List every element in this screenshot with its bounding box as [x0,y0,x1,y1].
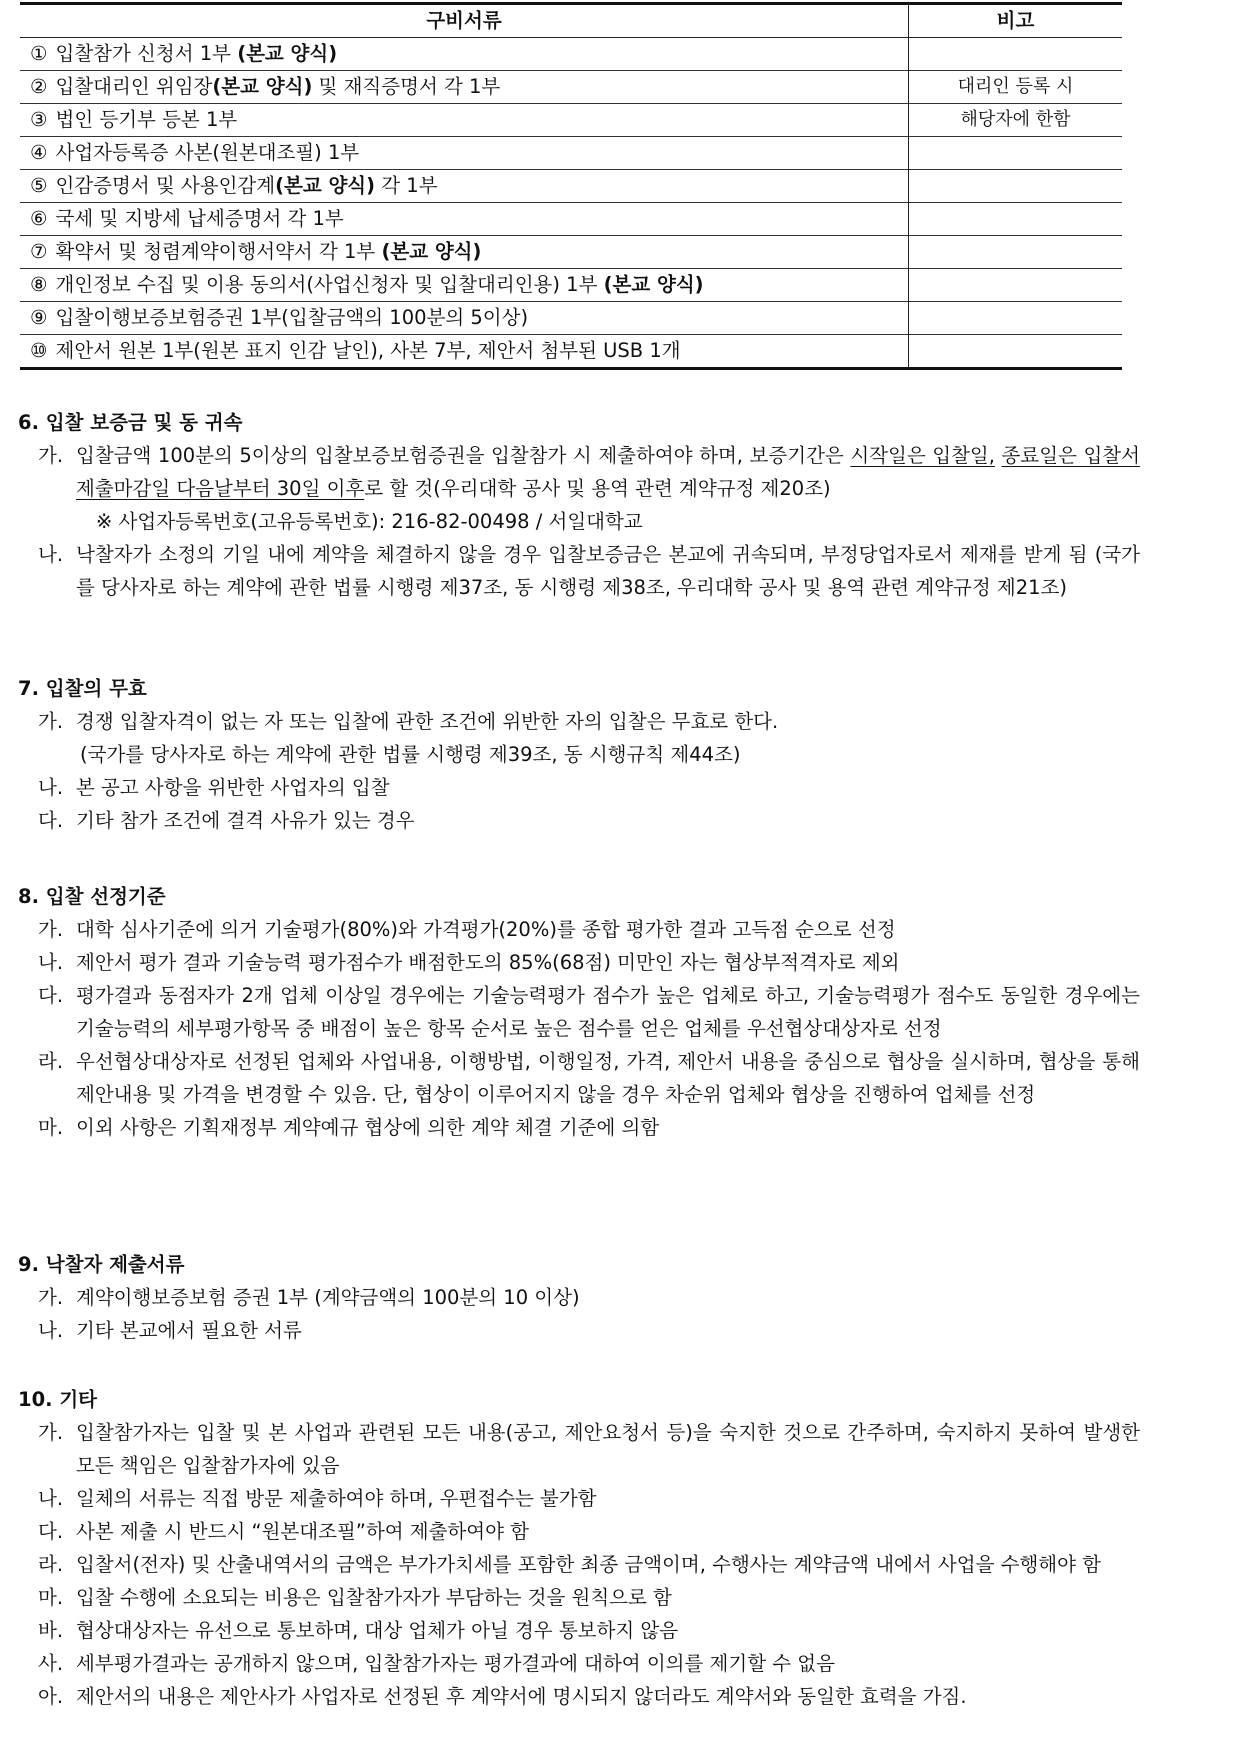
item-marker: 가. [38,918,64,941]
list-item [38,1614,1140,1647]
document-cell [20,104,909,137]
table-row [20,335,1122,369]
item-number: ① [30,42,48,65]
item-marker: 라. [38,1050,64,1073]
item-text: 본 공고 사항을 위반한 사업자의 입찰 [76,776,390,799]
document-cell [20,203,909,236]
item-marker: 나. [38,776,64,799]
document-cell [20,170,909,203]
item-marker: 바. [38,1619,64,1642]
item-marker: 나. [38,951,64,974]
item-marker: 아. [38,1685,64,1708]
document-text: 법인 등기부 등본 1부 [55,108,238,131]
document-cell [20,236,909,269]
list-item [38,439,1140,505]
document-cell [20,269,909,302]
section-selection-criteria [18,880,1140,1144]
item-text: 일체의 서류는 직접 방문 제출하여야 하며, 우편접수는 불가함 [76,1487,597,1510]
document-text: 확약서 및 청렴계약이행서약서 각 1부 [55,240,376,263]
list-item [38,946,1140,979]
remark-cell [909,38,1123,71]
list-item [38,1581,1140,1614]
item-number: ② [30,75,48,98]
item-marker: 마. [38,1586,64,1609]
table-row [20,170,1122,203]
document-cell [20,302,909,335]
item-text: 평가결과 동점자가 2개 업체 이상일 경우에는 기술능력평가 점수가 높은 업체로 하고, 기술능력평가 점수도 동일한 경우에는 기술능력의 세부평가항목 중 배점이 높은 항목 순서로 높은 점수를 얻은 업체를 우선협상대상자로 선정 [76,984,1140,1040]
item-marker: 나. [38,1487,64,1510]
item-text: 이외 사항은 기획재정부 계약예규 협상에 의한 계약 체결 기준에 의함 [76,1116,660,1139]
item-text: 세부평가결과는 공개하지 않으며, 입찰참가자는 평가결과에 대하여 이의를 제기할 수 없음 [76,1652,835,1675]
list-item [38,1314,1140,1347]
column-header-documents: 구비서류 [20,4,909,38]
item-marker: 다. [38,984,64,1007]
item-text: 입찰참가자는 입찰 및 본 사업과 관련된 모든 내용(공고, 제안요청서 등)을 숙지한 것으로 간주하며, 숙지하지 못하여 발생한 모든 책임은 입찰참가자에 있음 [76,1421,1140,1477]
item-marker: 라. [38,1553,64,1576]
required-documents-table [20,2,1122,370]
item-text: 입찰 수행에 소요되는 비용은 입찰참가자가 부담하는 것을 원칙으로 함 [76,1586,672,1609]
document-cell [20,137,909,170]
remark-cell: 해당자에 한함 [960,109,1071,130]
section-title: 10. 기타 [18,1388,98,1411]
section-bid-deposit [18,406,1140,604]
underlined-period-start: 시작일은 입찰일, [850,444,995,467]
list-item [38,1548,1140,1581]
business-registration-note: ※ 사업자등록번호(고유등록번호): 216-82-00498 / 서일대학교 [96,510,643,533]
document-text: 국세 및 지방세 납세증명서 각 1부 [55,207,344,230]
section-invalid-bid [18,672,1140,837]
table-row [20,71,1122,104]
section-title: 6. 입찰 보증금 및 동 귀속 [18,411,243,434]
remark-cell [909,203,1123,236]
form-note: (본교 양식) [212,75,313,98]
document-cell [20,335,909,369]
document-cell [20,71,909,104]
section-other [18,1383,1140,1713]
item-text: 대학 심사기준에 의거 기술평가(80%)와 가격평가(20%)를 종합 평가한 결과 고득점 순으로 선정 [76,918,896,941]
table-header-row [20,4,1122,38]
document-text: 제안서 원본 1부(원본 표지 인감 날인), 사본 7부, 제안서 첨부된 USB 1개 [55,339,681,362]
item-text: 경쟁 입찰자격이 없는 자 또는 입찰에 관한 조건에 위반한 자의 입찰은 무효로 한다. [76,710,779,733]
list-item [38,1045,1140,1111]
document-text: 개인정보 수집 및 이용 동의서(사업신청자 및 입찰대리인용) 1부 [55,273,598,296]
document-text: 입찰이행보증보험증권 1부(입찰금액의 100분의 5이상) [55,306,529,329]
table-row [20,203,1122,236]
item-number: ⑧ [30,273,48,296]
item-number: ⑥ [30,207,48,230]
remark-cell [909,137,1123,170]
item-marker: 마. [38,1116,64,1139]
form-note: (본교 양식) [381,240,482,263]
item-number: ④ [30,141,48,164]
section-winner-documents [18,1248,1140,1347]
item-marker: 가. [38,1421,64,1444]
item-text: 협상대상자는 유선으로 통보하며, 대상 업체가 아닐 경우 통보하지 않음 [76,1619,679,1642]
item-marker: 가. [38,444,64,467]
list-item [38,705,1140,738]
item-marker: 다. [38,1520,64,1543]
table-row [20,104,1122,137]
remark-cell [909,170,1123,203]
remark-cell [909,269,1123,302]
item-number: ③ [30,108,48,131]
item-number: ⑤ [30,174,48,197]
list-item [38,771,1140,804]
section-title: 9. 낙찰자 제출서류 [18,1253,185,1276]
list-item [38,1515,1140,1548]
item-marker: 가. [38,710,64,733]
item-number: ⑨ [30,306,48,329]
list-item [38,1111,1140,1144]
item-text-part: 로 할 것(우리대학 공사 및 용역 관련 계약규정 제20조) [364,477,831,500]
list-item [38,979,1140,1045]
item-text: 사본 제출 시 반드시 “원본대조필”하여 제출하여야 함 [76,1520,529,1543]
document-text: 인감증명서 및 사용인감계 [55,174,276,197]
item-marker: 나. [38,1319,64,1342]
item-text: 낙찰자가 소정의 기일 내에 계약을 체결하지 않을 경우 입찰보증금은 본교에 귀속되며, 부정당업자로서 제재를 받게 됨 (국가를 당사자로 하는 계약에 관한 법률 시행령 제37조, 동 시행령 제38조, 우리대학 공사 및 용역 관련 계약규정 제21조) [76,543,1140,599]
table-row [20,137,1122,170]
form-note: (본교 양식) [603,273,704,296]
section-title: 8. 입찰 선정기준 [18,885,166,908]
remark-cell [909,236,1123,269]
item-text: 기타 참가 조건에 결격 사유가 있는 경우 [76,809,415,832]
table-row [20,302,1122,335]
item-text: 제안서 평가 결과 기술능력 평가점수가 배점한도의 85%(68점) 미만인 자는 협상부적격자로 제외 [76,951,900,974]
item-marker: 다. [38,809,64,832]
underlined-period-end: 종료일은 입찰서 제출마감일 다음날부터 30일 이후 [76,444,1140,500]
document-text: 입찰대리인 위임장 [55,75,213,98]
item-marker: 사. [38,1652,64,1675]
table-row [20,38,1122,71]
column-header-remarks: 비고 [996,9,1035,32]
item-text: 기타 본교에서 필요한 서류 [76,1319,302,1342]
table-row [20,236,1122,269]
document-cell [20,38,909,71]
section-title: 7. 입찰의 무효 [18,677,147,700]
item-marker: 나. [38,543,64,566]
item-text [76,439,1140,505]
document-text-rest: 각 1부 [375,174,438,197]
legal-reference-note: (국가를 당사자로 하는 계약에 관한 법률 시행령 제39조, 동 시행규칙 제44조) [80,743,741,766]
item-number: ⑦ [30,240,48,263]
item-text: 제안서의 내용은 제안사가 사업자로 선정된 후 계약서에 명시되지 않더라도 계약서와 동일한 효력을 가짐. [76,1685,967,1708]
list-item [38,804,1140,837]
remark-cell: 대리인 등록 시 [957,76,1074,97]
document-text: 입찰참가 신청서 1부 [55,42,231,65]
item-marker: 가. [38,1286,64,1309]
item-text: 우선협상대상자로 선정된 업체와 사업내용, 이행방법, 이행일정, 가격, 제안서 내용을 중심으로 협상을 실시하며, 협상을 통해 제안내용 및 가격을 변경할 수 있음. 단, 협상이 이루어지지 않을 경우 차순위 업체와 협상을 진행하여 업체를 선정 [76,1050,1140,1106]
list-item [38,1416,1140,1482]
list-item [38,913,1140,946]
item-number: ⑩ [30,339,48,362]
form-note: (본교 양식) [237,42,338,65]
list-item [38,1647,1140,1680]
list-item [38,1281,1140,1314]
document-text-rest: 및 재직증명서 각 1부 [312,75,501,98]
table-row [20,269,1122,302]
document-text: 사업자등록증 사본(원본대조필) 1부 [55,141,360,164]
item-text-part: 입찰금액 100분의 5이상의 입찰보증보험증권을 입찰참가 시 제출하여야 하며, 보증기간은 [76,444,851,467]
list-item [38,1482,1140,1515]
remark-cell [909,302,1123,335]
remark-cell [909,335,1123,369]
item-text: 계약이행보증보험 증권 1부 (계약금액의 100분의 10 이상) [76,1286,580,1309]
item-text: 입찰서(전자) 및 산출내역서의 금액은 부가가치세를 포함한 최종 금액이며, 수행사는 계약금액 내에서 사업을 수행해야 함 [76,1553,1102,1576]
form-note: (본교 양식) [275,174,376,197]
list-item [38,538,1140,604]
list-item [38,1680,1140,1713]
